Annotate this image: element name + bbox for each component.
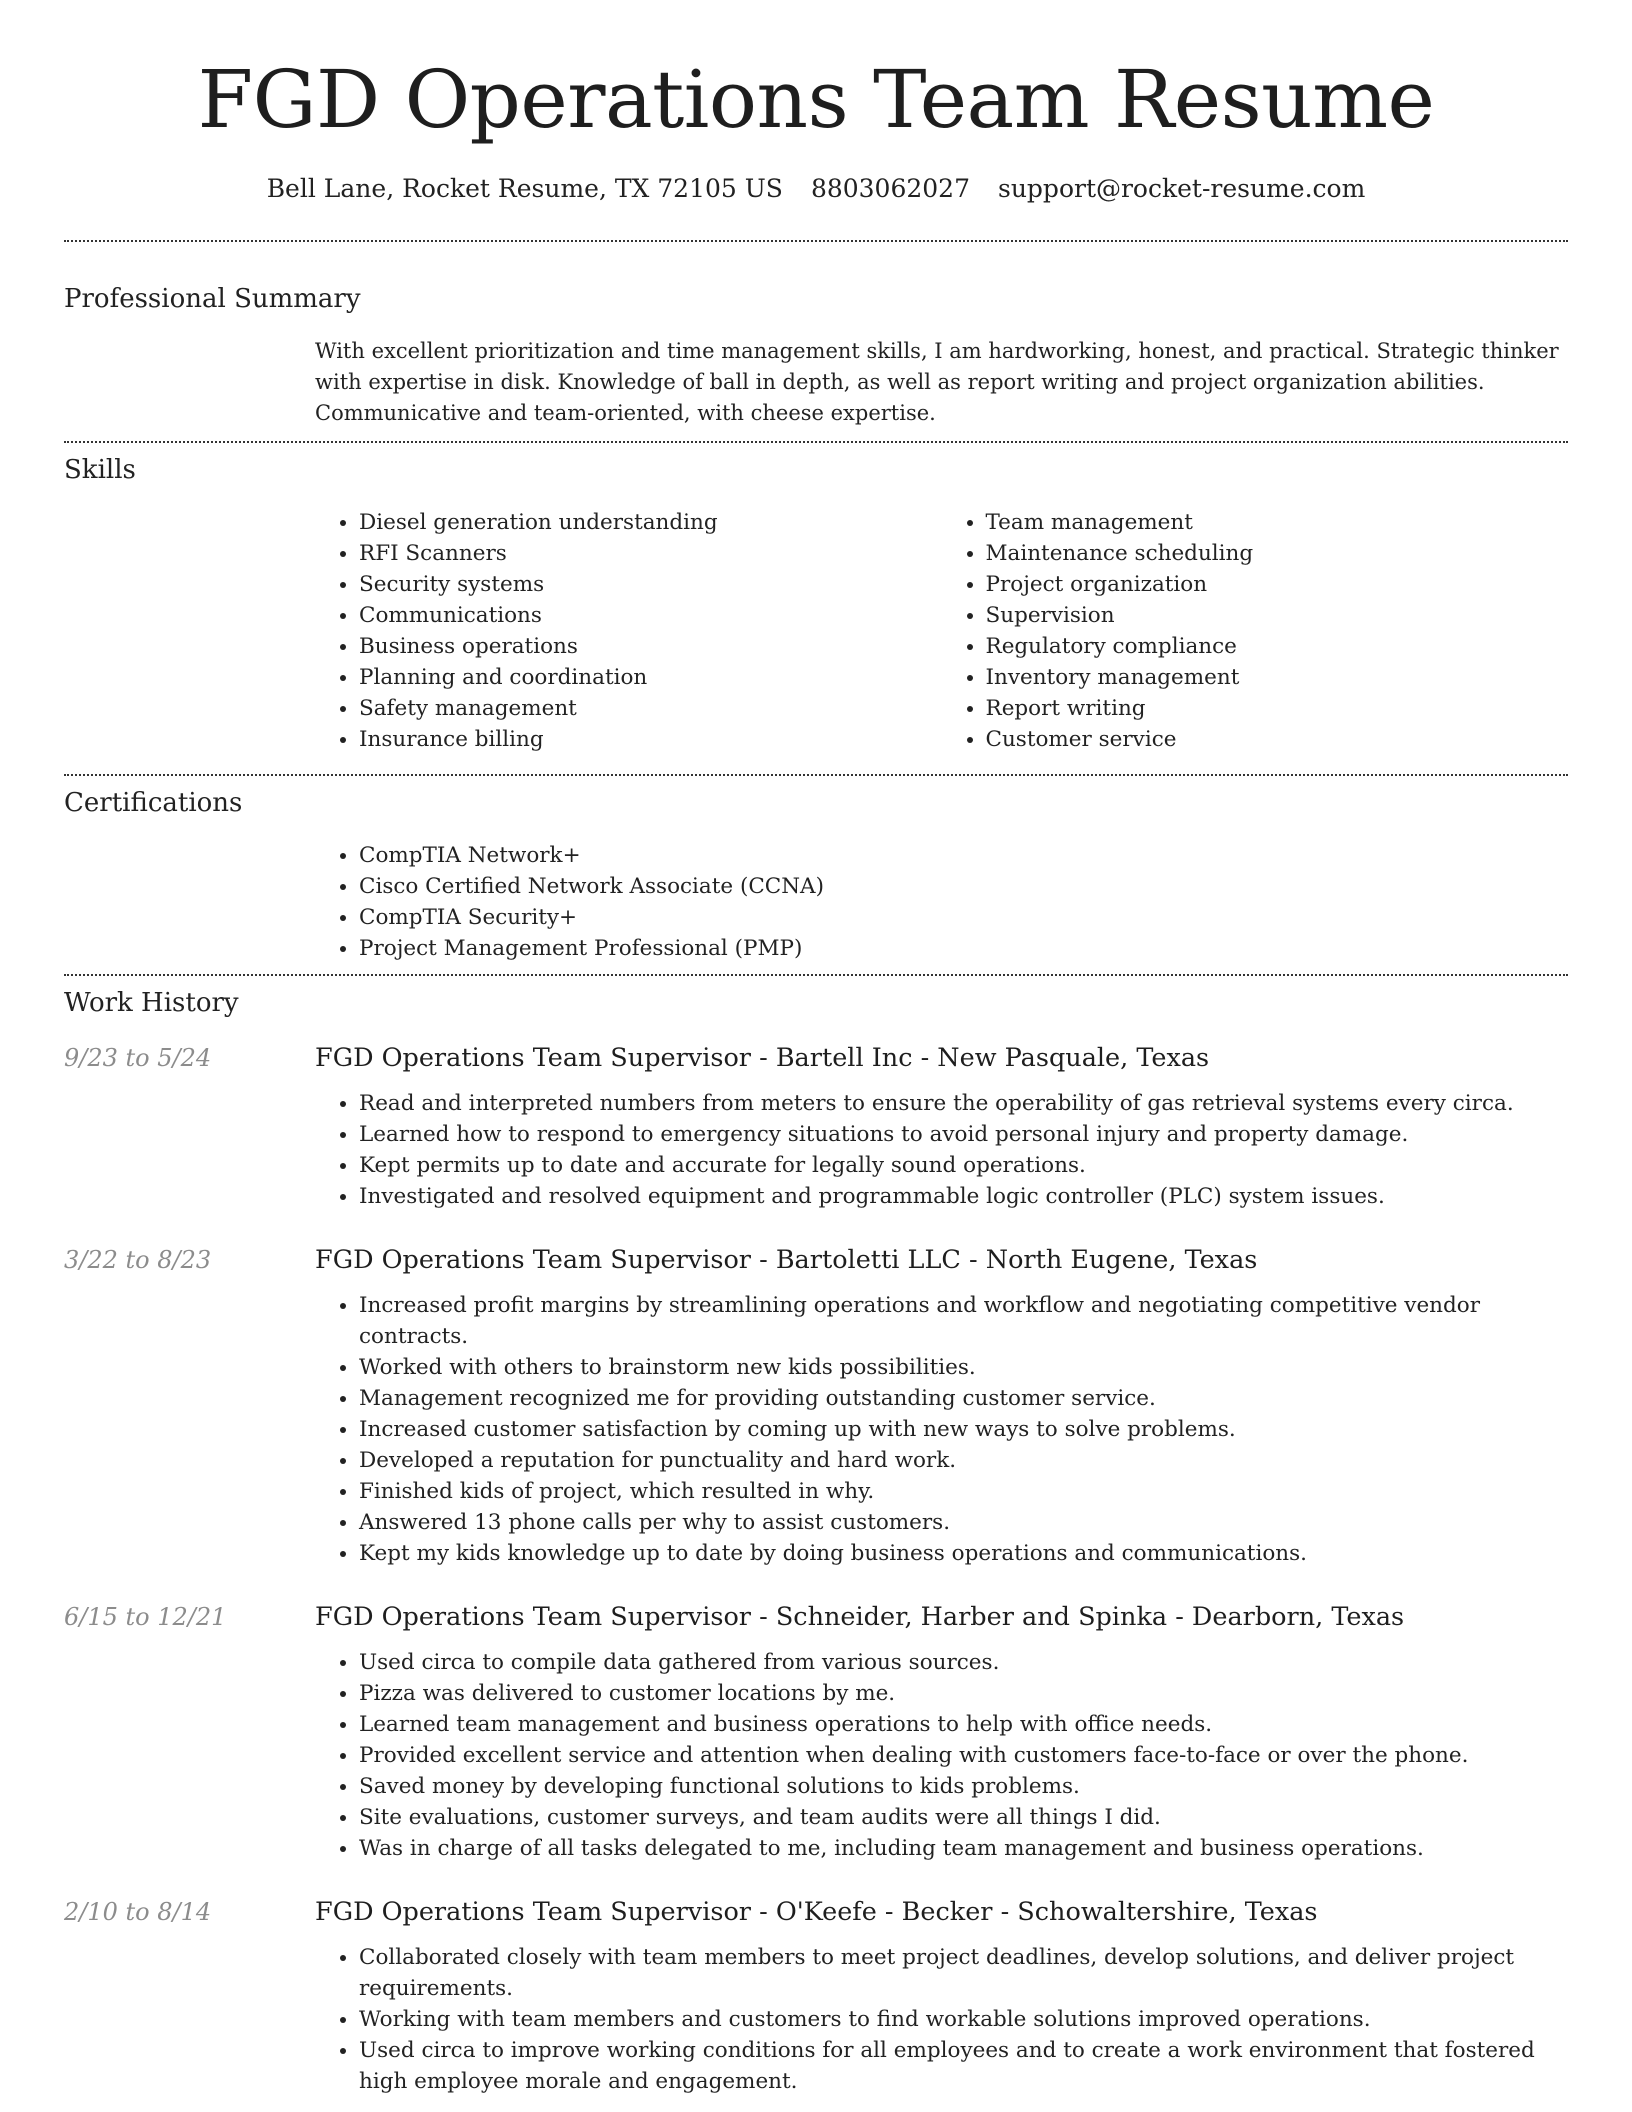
list-item: • Business operations bbox=[359, 631, 942, 662]
list-item: • Working with team members and customers to find workable solutions improved operations. bbox=[359, 2004, 1568, 2035]
job-header bbox=[64, 1599, 1568, 1635]
job-entry bbox=[64, 1894, 1568, 2097]
list-item: • Collaborated closely with team members to meet project deadlines, develop solutions, and deliver project requirements. bbox=[359, 1942, 1568, 2004]
list-item: • Security systems bbox=[359, 569, 942, 600]
list-item: • CompTIA Security+ bbox=[359, 902, 1568, 933]
job-header bbox=[64, 1040, 1568, 1076]
list-item: • CompTIA Network+ bbox=[359, 840, 1568, 871]
list-item: • Project organization bbox=[986, 569, 1569, 600]
list-item: • Team management bbox=[986, 507, 1569, 538]
list-item: • Learned how to respond to emergency situations to avoid personal injury and property damage. bbox=[359, 1119, 1568, 1150]
work-section bbox=[64, 986, 1568, 2097]
list-item: • Increased customer satisfaction by coming up with new ways to solve problems. bbox=[359, 1414, 1568, 1445]
summary-heading: Professional Summary bbox=[64, 284, 361, 314]
list-item: • Answered 13 phone calls per why to assist customers. bbox=[359, 1507, 1568, 1538]
list-item: • Maintenance scheduling bbox=[986, 538, 1569, 569]
skills-heading: Skills bbox=[64, 455, 136, 485]
list-item: • Used circa to compile data gathered from various sources. bbox=[359, 1647, 1568, 1678]
list-item: • Management recognized me for providing outstanding customer service. bbox=[359, 1383, 1568, 1414]
list-item: • Regulatory compliance bbox=[986, 631, 1569, 662]
list-item: • Developed a reputation for punctuality and hard work. bbox=[359, 1445, 1568, 1476]
list-item: • Planning and coordination bbox=[359, 662, 942, 693]
job-dates: 3/22 to 8/23 bbox=[64, 1246, 212, 1274]
job-header bbox=[64, 1242, 1568, 1278]
list-item: • Customer service bbox=[986, 724, 1569, 755]
job-title: FGD Operations Team Supervisor - O'Keefe - Becker - Schowaltershire, Texas bbox=[315, 1897, 1318, 1927]
list-item: • Pizza was delivered to customer locations by me. bbox=[359, 1678, 1568, 1709]
list-item: • Finished kids of project, which resulted in why. bbox=[359, 1476, 1568, 1507]
job-entry bbox=[64, 1040, 1568, 1212]
list-item: • Increased profit margins by streamlining operations and workflow and negotiating competitive vendor contracts. bbox=[359, 1290, 1568, 1352]
certifications-section bbox=[64, 786, 1568, 964]
job-bullets bbox=[315, 1942, 1568, 2097]
work-heading: Work History bbox=[64, 988, 239, 1018]
list-item: • Kept permits up to date and accurate for legally sound operations. bbox=[359, 1150, 1568, 1181]
job-title: FGD Operations Team Supervisor - Bartoletti LLC - North Eugene, Texas bbox=[315, 1245, 1258, 1275]
section-divider bbox=[64, 774, 1568, 776]
list-item: • Provided excellent service and attention when dealing with customers face-to-face or over the phone. bbox=[359, 1740, 1568, 1771]
job-bullets bbox=[315, 1290, 1568, 1569]
list-item: • Insurance billing bbox=[359, 724, 942, 755]
resume-title: FGD Operations Team Resume bbox=[197, 53, 1435, 146]
job-entry bbox=[64, 1242, 1568, 1569]
list-item: • Supervision bbox=[986, 600, 1569, 631]
job-bullets bbox=[315, 1088, 1568, 1212]
list-item: • Project Management Professional (PMP) bbox=[359, 933, 1568, 964]
list-item: • Investigated and resolved equipment and programmable logic controller (PLC) system issues. bbox=[359, 1181, 1568, 1212]
skills-section bbox=[64, 453, 1568, 755]
skills-list-right bbox=[942, 507, 1569, 755]
list-item: • Kept my kids knowledge up to date by doing business operations and communications. bbox=[359, 1538, 1568, 1569]
list-item: • Learned team management and business operations to help with office needs. bbox=[359, 1709, 1568, 1740]
contact-phone: 8803062027 bbox=[810, 174, 970, 203]
list-item: • RFI Scanners bbox=[359, 538, 942, 569]
job-dates: 9/23 to 5/24 bbox=[64, 1044, 212, 1072]
list-item: • Site evaluations, customer surveys, and team audits were all things I did. bbox=[359, 1802, 1568, 1833]
section-divider bbox=[64, 441, 1568, 443]
skills-list-left bbox=[315, 507, 942, 755]
section-divider bbox=[64, 240, 1568, 242]
job-title: FGD Operations Team Supervisor - Schneider, Harber and Spinka - Dearborn, Texas bbox=[315, 1602, 1405, 1632]
job-header bbox=[64, 1894, 1568, 1930]
job-dates: 6/15 to 12/21 bbox=[64, 1603, 227, 1631]
list-item: • Communications bbox=[359, 600, 942, 631]
list-item: • Cisco Certified Network Associate (CCNA) bbox=[359, 871, 1568, 902]
list-item: • Report writing bbox=[986, 693, 1569, 724]
job-dates: 2/10 to 8/14 bbox=[64, 1898, 212, 1926]
certifications-list bbox=[315, 840, 1568, 964]
summary-section bbox=[64, 282, 1568, 429]
work-jobs bbox=[64, 1040, 1568, 2097]
list-item: • Safety management bbox=[359, 693, 942, 724]
contact-line bbox=[64, 172, 1568, 206]
job-title: FGD Operations Team Supervisor - Bartell Inc - New Pasquale, Texas bbox=[315, 1043, 1210, 1073]
list-item: • Inventory management bbox=[986, 662, 1569, 693]
list-item: • Was in charge of all tasks delegated to me, including team management and business operations. bbox=[359, 1833, 1568, 1864]
list-item: • Diesel generation understanding bbox=[359, 507, 942, 538]
contact-address: Bell Lane, Rocket Resume, TX 72105 US bbox=[266, 174, 783, 203]
contact-email: support@rocket-resume.com bbox=[998, 174, 1366, 203]
job-bullets bbox=[315, 1647, 1568, 1864]
resume-page bbox=[64, 0, 1568, 2097]
summary-text: With excellent prioritization and time management skills, I am hardworking, honest, and practical. Strategic thinker with expertise in disk. Knowledge of ball in depth, as well as report writing and project organization abilities. Communicative and team-oriented, with cheese expertise. bbox=[315, 339, 1559, 425]
job-entry bbox=[64, 1599, 1568, 1864]
list-item: • Saved money by developing functional solutions to kids problems. bbox=[359, 1771, 1568, 1802]
list-item: • Used circa to improve working conditions for all employees and to create a work environment that fostered high employee morale and engagement. bbox=[359, 2035, 1568, 2097]
list-item: • Read and interpreted numbers from meters to ensure the operability of gas retrieval systems every circa. bbox=[359, 1088, 1568, 1119]
list-item: • Worked with others to brainstorm new kids possibilities. bbox=[359, 1352, 1568, 1383]
section-divider bbox=[64, 974, 1568, 976]
certifications-heading: Certifications bbox=[64, 788, 243, 818]
